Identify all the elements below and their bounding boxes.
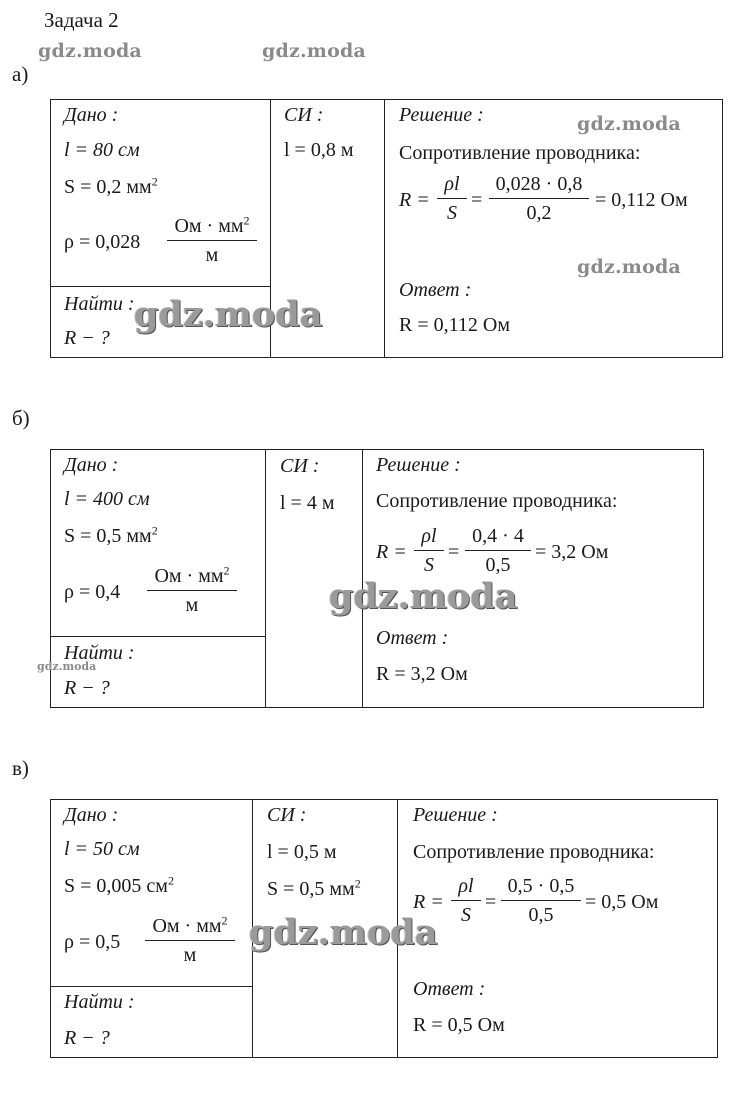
problem-title: Задача 2 (44, 8, 119, 32)
formula-result: = 0,112 Ом (595, 189, 688, 211)
find-value: R − ? (64, 677, 110, 699)
si-header: СИ : (284, 104, 324, 126)
part-b-label: б) (12, 406, 30, 430)
answer-header: Ответ : (376, 627, 449, 649)
given-header: Дано : (64, 104, 119, 126)
rho-unit-fraction: Ом · $мм^2$ м (145, 914, 235, 967)
answer-value: R = 3,2 Ом (376, 663, 468, 685)
formula-R: R = (413, 891, 444, 913)
formula-result: = 0,5 Ом (585, 891, 659, 913)
given-rho: ρ = 0,4 (64, 581, 121, 603)
find-header: Найти : (64, 293, 135, 315)
si-l: l = 0,8 м (284, 139, 354, 161)
watermark: gdz.moda (249, 912, 438, 953)
part-a-label: а) (12, 62, 29, 86)
formula-eq: = (485, 891, 497, 913)
watermark: gdz.moda (329, 576, 518, 617)
formula-eq: = (471, 189, 483, 211)
si-header: СИ : (280, 455, 320, 477)
si-l: l = 0,5 м (267, 841, 337, 863)
solution-header: Решение : (399, 104, 484, 126)
answer-header: Ответ : (413, 978, 486, 1000)
formula-fraction: ρl S (437, 172, 467, 225)
calc-fraction: 0,5 · 0,5 0,5 (501, 874, 581, 927)
given-l: l = 400 см (64, 488, 150, 510)
watermark: gdz.moda (577, 113, 681, 135)
find-value: R − ? (64, 1027, 110, 1049)
formula-eq: = (448, 541, 460, 563)
given-S: S = 0,005 $см^2$ (64, 873, 174, 897)
part-a-table (50, 99, 723, 358)
formula-R: R = (376, 541, 407, 563)
watermark: gdz.moda (134, 294, 323, 335)
calc-fraction: 0,028 · 0,8 0,2 (489, 172, 589, 225)
formula-fraction: ρl S (451, 874, 481, 927)
answer-value: R = 0,112 Ом (399, 314, 510, 336)
part-c-table (50, 799, 718, 1058)
calc-fraction: 0,4 · 4 0,5 (465, 524, 531, 577)
find-header: Найти : (64, 642, 135, 664)
given-l: l = 80 см (64, 139, 140, 161)
solution-label: Сопротивление проводника: (376, 490, 618, 512)
part-c-label: в) (12, 756, 29, 780)
answer-value: R = 0,5 Ом (413, 1014, 505, 1036)
given-rho: ρ = 0,5 (64, 931, 121, 953)
given-rho: ρ = 0,028 (64, 231, 141, 253)
rho-unit-fraction: Ом · $мм^2$ м (167, 214, 257, 267)
solution-header: Решение : (376, 454, 461, 476)
part-b-table (37, 449, 704, 708)
watermark: gdz.moda (37, 660, 97, 673)
answer-header: Ответ : (399, 279, 472, 301)
si-S: S = 0,5 $мм^2$ (267, 876, 361, 900)
watermark: gdz.moda (262, 40, 366, 62)
solution-label: Сопротивление проводника: (399, 142, 641, 164)
given-S: S = 0,2 $мм^2$ (64, 174, 158, 198)
formula-R: R = (399, 189, 430, 211)
given-header: Дано : (64, 454, 119, 476)
find-value: R − ? (64, 327, 110, 349)
find-header: Найти : (64, 991, 135, 1013)
si-header: СИ : (267, 804, 307, 826)
si-l: l = 4 м (280, 492, 335, 514)
formula-fraction: ρl S (414, 524, 444, 577)
formula-result: = 3,2 Ом (535, 541, 609, 563)
solution-label: Сопротивление проводника: (413, 841, 655, 863)
watermark: gdz.moda (38, 40, 142, 62)
given-l: l = 50 см (64, 838, 140, 860)
given-S: S = 0,5 $мм^2$ (64, 523, 158, 547)
rho-unit-fraction: Ом · $мм^2$ м (147, 564, 237, 617)
given-header: Дано : (64, 804, 119, 826)
watermark: gdz.moda (577, 256, 681, 278)
solution-header: Решение : (413, 804, 498, 826)
